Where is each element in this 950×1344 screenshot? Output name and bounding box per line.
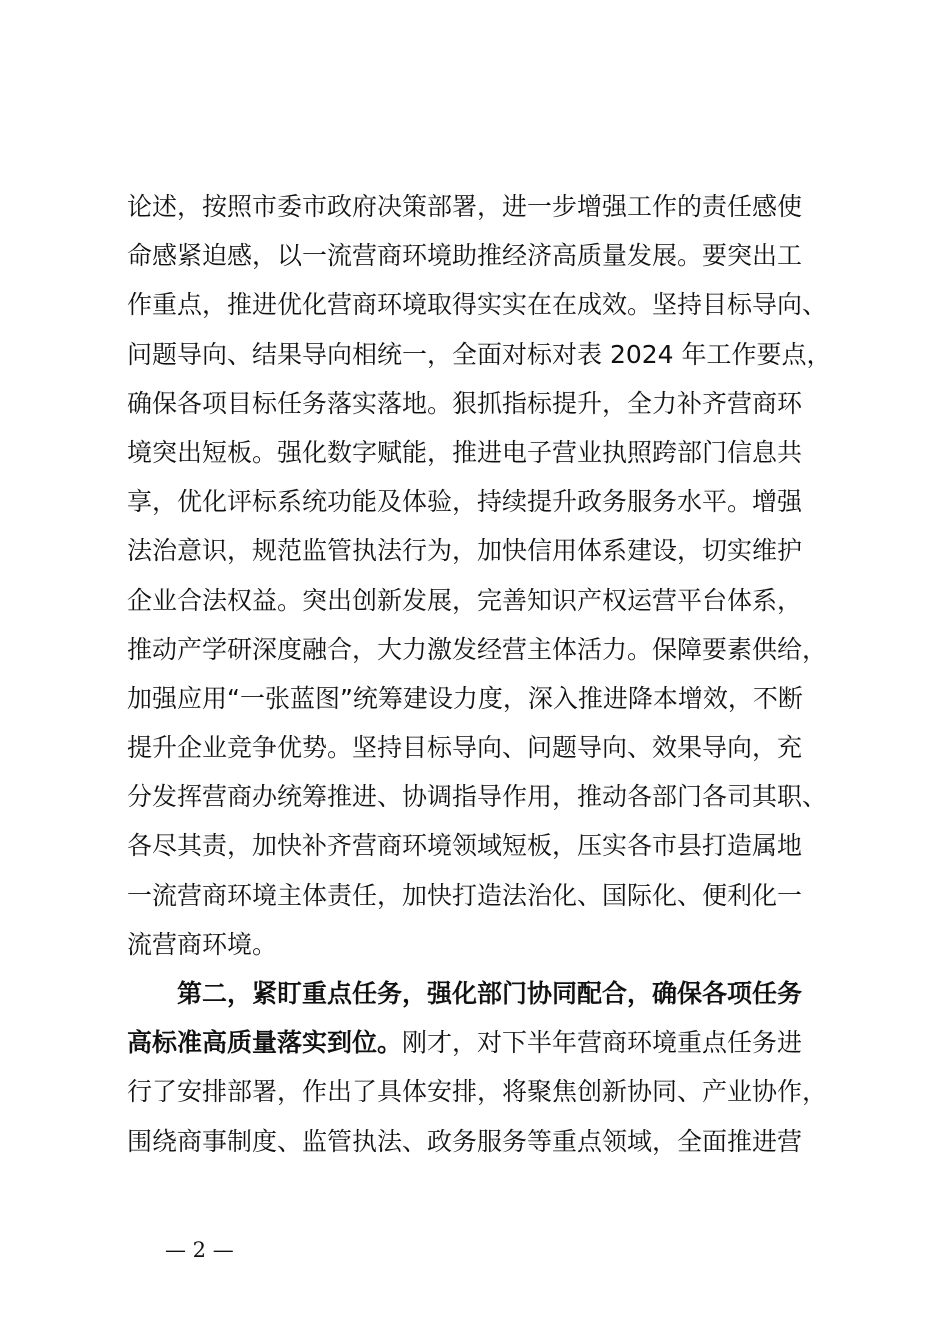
paragraph-line: 命感紧迫感，以一流营商环境助推经济高质量发展。要突出工 xyxy=(127,241,803,271)
paragraph-line: 流营商环境。 xyxy=(127,929,278,959)
paragraph-line: 一流营商环境主体责任，加快打造法治化、国际化、便利化一 xyxy=(127,880,803,910)
page-number: — 2 — xyxy=(165,1238,234,1262)
section-heading-end: 高标准高质量落实到位。 xyxy=(127,1028,403,1058)
paragraph-line xyxy=(127,1018,867,1067)
paragraph-line: 享，优化评标系统功能及体验，持续提升政务服务水平。增强 xyxy=(127,487,803,517)
paragraph-text: 刚才，对下半年营商环境重点任务进 xyxy=(402,1028,803,1058)
paragraph-line: 行了安排部署，作出了具体安排，将聚焦创新协同、产业协作， xyxy=(127,1077,828,1107)
paragraph-line: 论述，按照市委市政府决策部署，进一步增强工作的责任感使 xyxy=(127,192,803,221)
paragraph-line: 围绕商事制度、监管执法、政务服务等重点领域，全面推进营 xyxy=(127,1126,803,1156)
paragraph-line: 确保各项目标任务落实落地。狠抓指标提升，全力补齐营商环 xyxy=(127,388,803,418)
paragraph-line: 各尽其责，加快补齐营商环境领域短板，压实各市县打造属地 xyxy=(127,831,803,861)
paragraph-line: 法治意识，规范监管执法行为，加快信用体系建设，切实维护 xyxy=(127,536,803,566)
document-body xyxy=(127,182,867,1166)
paragraph-line: 企业合法权益。突出创新发展，完善知识产权运营平台体系， xyxy=(127,585,803,615)
paragraph-line: 推动产学研深度融合，大力激发经营主体活力。保障要素供给， xyxy=(127,634,828,664)
paragraph-line: 作重点，推进优化营商环境取得实实在在成效。坚持目标导向、 xyxy=(127,290,828,320)
paragraph-line: 加强应用“一张蓝图”统筹建设力度，深入推进降本增效，不断 xyxy=(127,683,803,713)
paragraph-line: 分发挥营商办统筹推进、协调指导作用，推动各部门各司其职、 xyxy=(127,782,828,812)
paragraph-line: 问题导向、结果导向相统一，全面对标对表 2024 年工作要点， xyxy=(127,339,832,369)
paragraph-line: 境突出短板。强化数字赋能，推进电子营业执照跨部门信息共 xyxy=(127,437,803,467)
paragraph-line: 提升企业竞争优势。坚持目标导向、问题导向、效果导向，充 xyxy=(127,733,803,763)
section-heading-line: 第二，紧盯重点任务，强化部门协同配合，确保各项任务 xyxy=(177,979,803,1008)
